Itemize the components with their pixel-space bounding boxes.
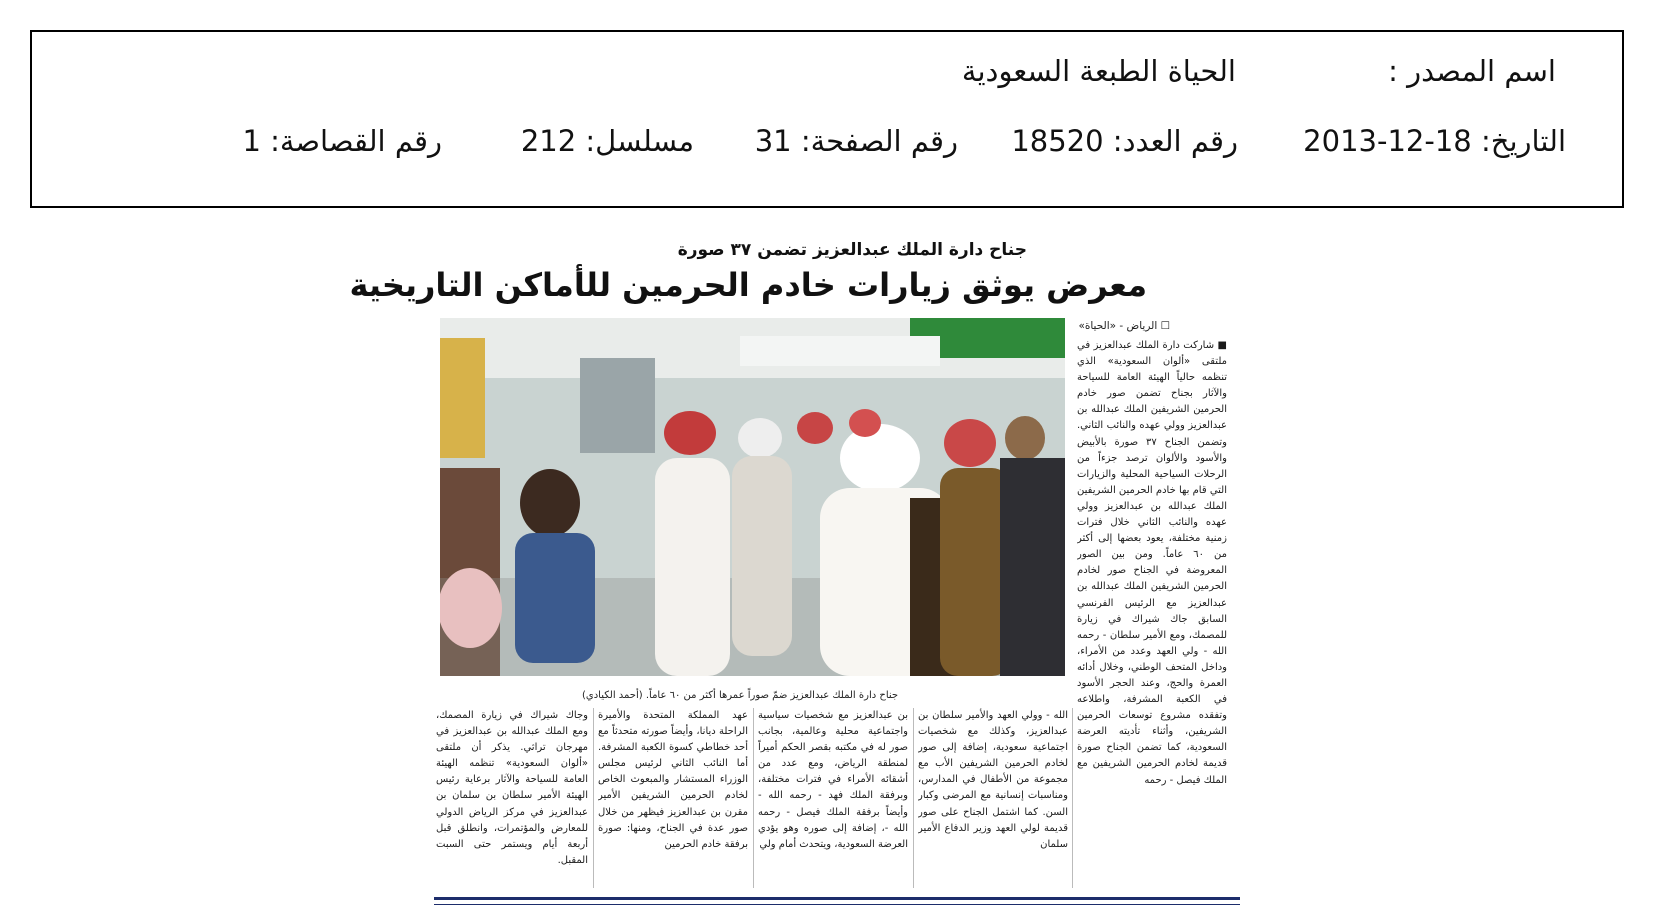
photo-caption: جناح دارة الملك عبدالعزيز ضمّ صوراً عمرها أكثر من ٦٠ عاماً. (أحمد الكيادي) (582, 690, 899, 701)
page-number-field: رقم الصفحة: 31 (754, 124, 958, 158)
article-title: معرض يوثق زيارات خادم الحرمين للأماكن التاريخية (349, 266, 1147, 304)
clipping-header-box (30, 30, 1624, 208)
article-column-5: وجاك شيراك في زيارة المصمك، ومع الملك عبدالله بن عبدالعزيز في مهرجان تراثي. يذكر أن ملتقى «ألوان السعودية» تنظمه الهيئة العامة للسياحة والآثار برعاية رئيس الهيئة الأمير سلطان بن سلمان بن عبدالعزيز في مركز الرياض الدولي للمعارض والمؤتمرات، وانطلق قبل أربعة أيام ويستمر حتى السبت المقبل. (436, 710, 588, 866)
photo-illustration (440, 318, 1065, 676)
article-dateline: ☐ الرياض - «الحياة» (1078, 320, 1170, 332)
article-column-4: عهد المملكة المتحدة والأميرة الراحلة ديانا، وأيضاً صورته متحدثاً مع أحد خطاطي كسوة الكعبة المشرفة. أما النائب الثاني لرئيس مجلس الوزراء المستشار والمبعوث الخاص لخادم الحرمين الشريفين الأمير مقرن بن عبدالعزيز فيظهر من خلال صور عدة في الجناح، ومنها: صورة برفقة خادم الحرمين (598, 710, 748, 850)
column-divider (913, 708, 914, 888)
column-divider (1072, 708, 1073, 888)
article-photo (440, 318, 1065, 676)
serial-field: مسلسل: 212 (520, 124, 694, 158)
bottom-rule-thick (434, 897, 1240, 900)
issue-number-field: رقم العدد: 18520 (1011, 124, 1238, 158)
newspaper-clipping (349, 230, 1242, 910)
article-column-1: ■ شاركت دارة الملك عبدالعزيز في ملتقى «ألوان السعودية» الذي تنظمه حالياً الهيئة العامة للسياحة والآثار بجناح تضمن صور خادم الحرمين الشريفين الملك عبدالله بن عبدالعزيز وولي عهده والنائب الثاني. وتضمن الجناح ٣٧ صورة بالأبيض والأسود والألوان ترصد جزءاً من الرحلات السياحية المحلية والزيارات التي قام بها خادم الحرمين الشريفين الملك عبدالله بن عبدالعزيز وولي عهده والنائب الثاني خلال فترات زمنية مختلفة، يعود بعضها إلى أكثر من ٦٠ عاماً. ومن بين الصور المعروضة في الجناح صور لخادم الحرمين الشريفين الملك عبدالله بن عبدالعزيز مع الرئيس الفرنسي السابق جاك شيراك في زيارة للمصمك، ومع الأمير سلطان - رحمه الله - ولي العهد وعدد من الأمراء، وداخل المتحف الوطني، وخلال أدائه العمرة والحج، وعند الحجر الأسود في الكعبة المشرفة، واطلاعه وتفقده مشروع توسعات الحرمين الشريفين، وأثناء تأديته العرضة السعودية، كما تضمن الجناح صورة قديمة لخادم الحرمين الشريفين مع الملك فيصل - رحمه (1077, 340, 1227, 786)
clip-number-field: رقم القصاصة: 1 (242, 124, 442, 158)
bottom-rule-thin (434, 904, 1240, 905)
column-divider (593, 708, 594, 888)
article-kicker: جناح دارة الملك عبدالعزيز تضمن ٣٧ صورة (677, 240, 1027, 260)
article-column-2: الله - وولي العهد والأمير سلطان بن عبدالعزيز، وكذلك مع شخصيات اجتماعية سعودية، إضافة إلى صور لخادم الحرمين الشريفين الأب مع مجموعة من الأطفال في المدارس، ومناسبات إنسانية مع المرضى وكبار السن. كما اشتمل الجناح على صور قديمة لولي العهد وزير الدفاع الأمير سلمان (918, 710, 1068, 850)
date-field: التاريخ: 18-12-2013 (1303, 124, 1566, 158)
article-column-3: بن عبدالعزيز مع شخصيات سياسية واجتماعية محلية وعالمية، بجانب صور له في مكتبه بقصر الحكم أميراً لمنطقة الرياض، ومع عدد من أشقائه الأمراء في فترات مختلفة، وبرفقة الملك فهد - رحمه الله - وأيضاً برفقة الملك فيصل - رحمه الله -، إضافة إلى صوره وهو يؤدي العرضة السعودية، ويتحدث أمام ولي (758, 710, 908, 850)
source-value: الحياة الطبعة السعودية (961, 54, 1236, 88)
column-divider (753, 708, 754, 888)
source-label: اسم المصدر : (1388, 54, 1556, 88)
